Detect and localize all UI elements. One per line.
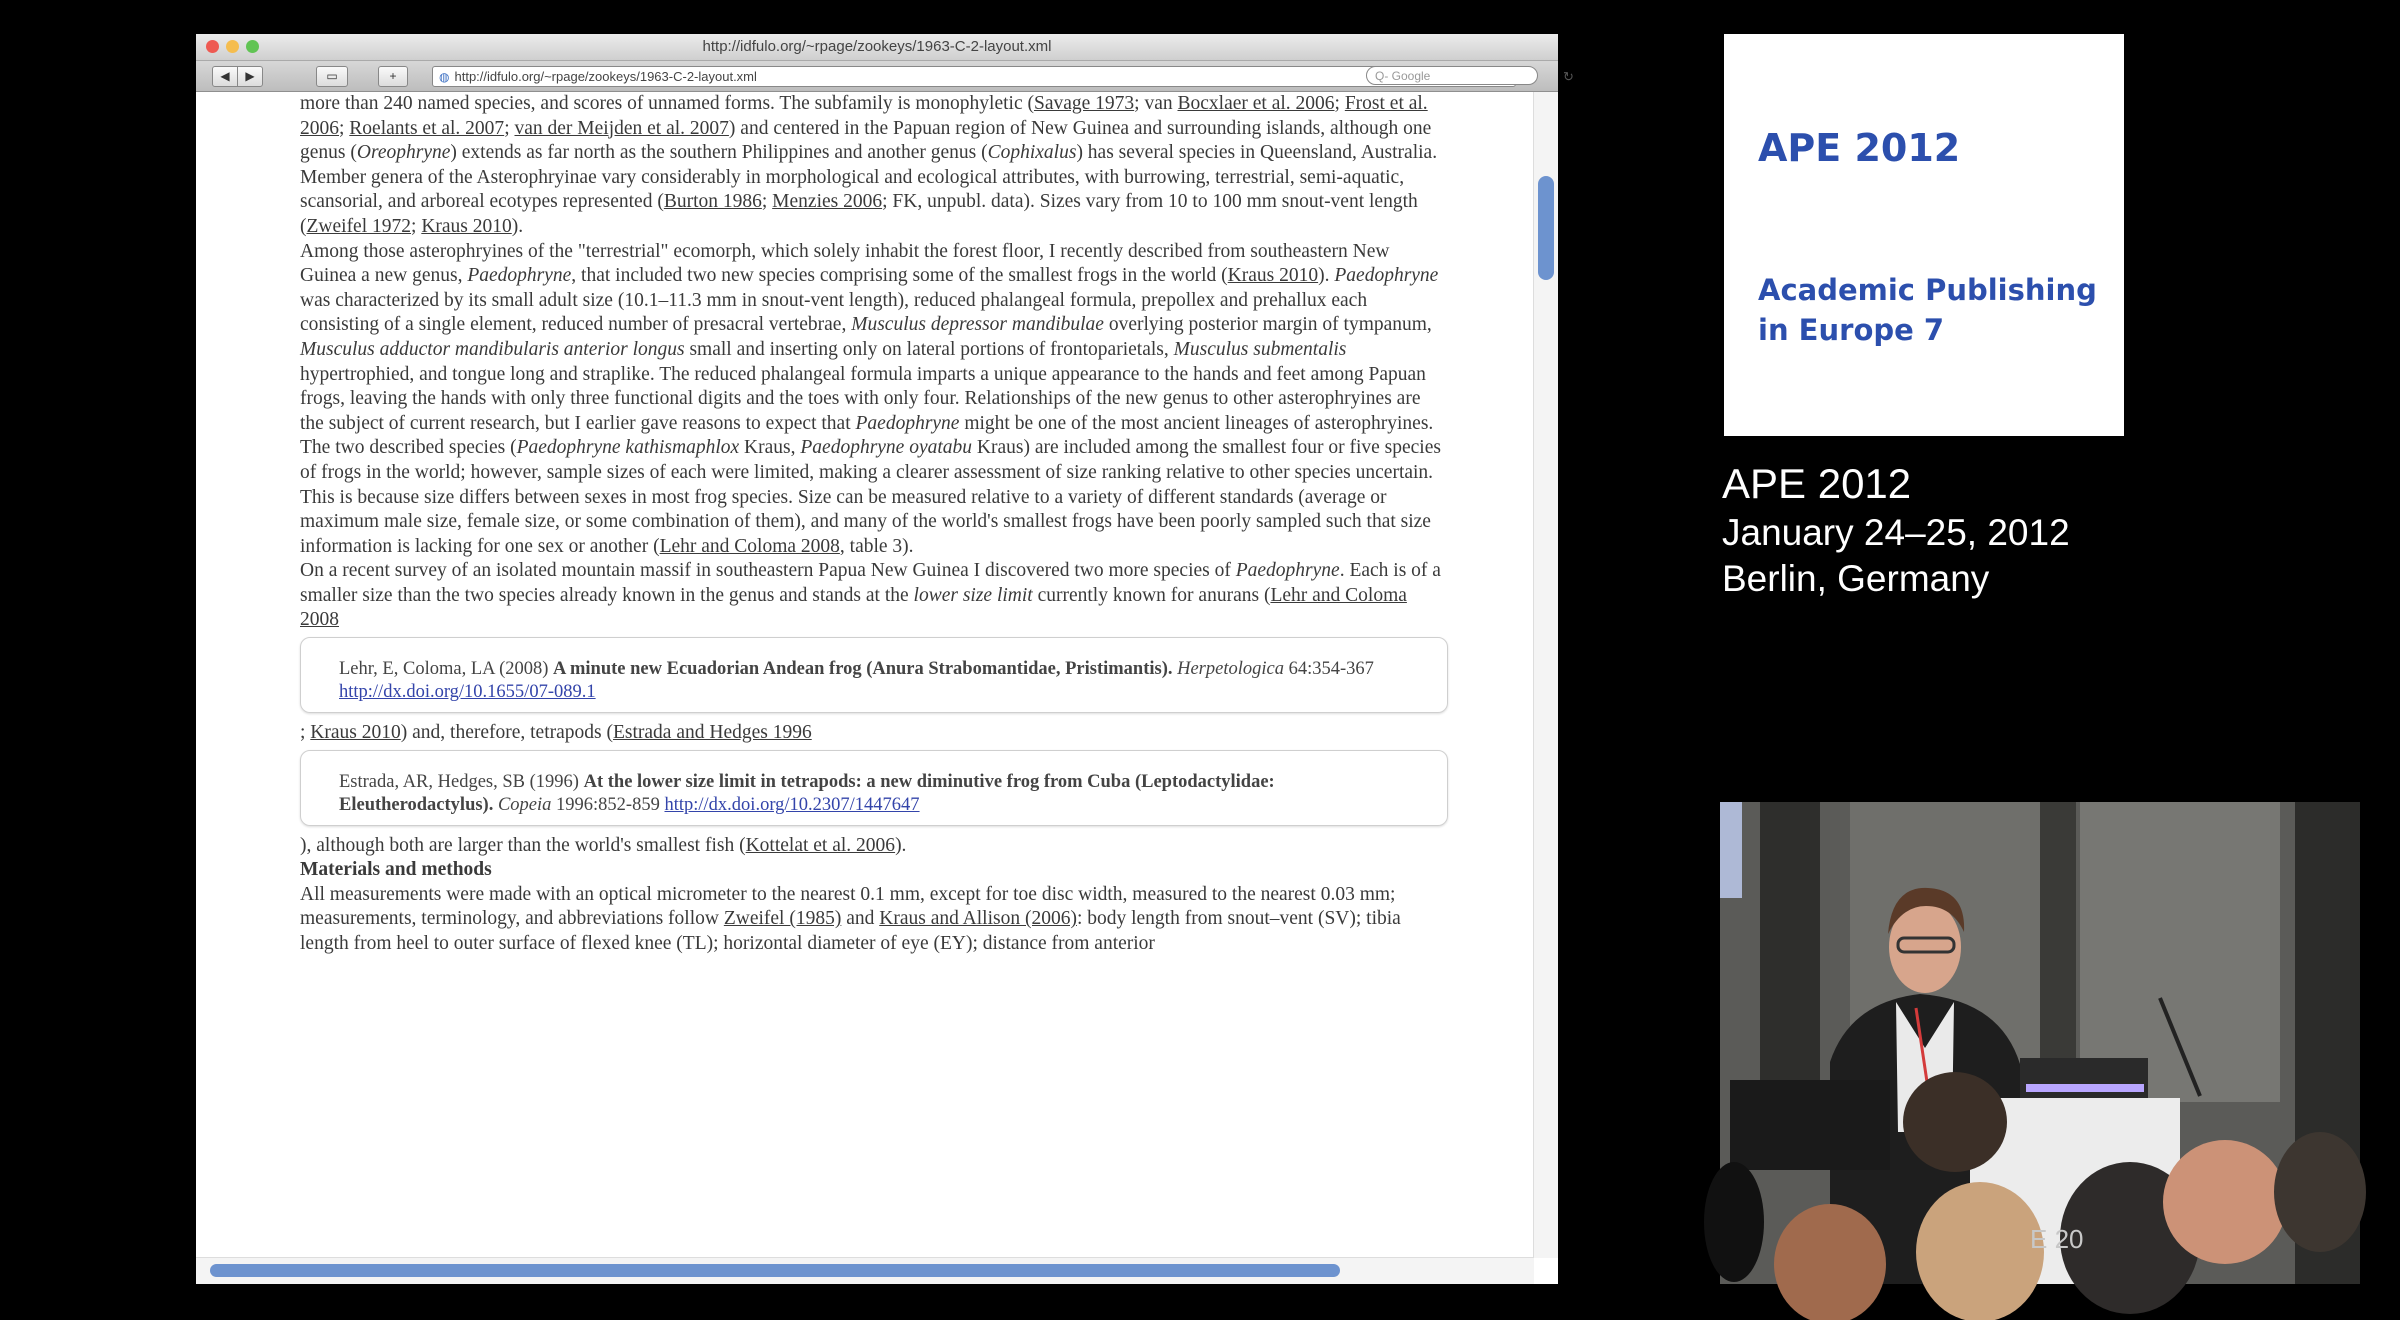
search-input[interactable]: Q- Google xyxy=(1366,66,1538,85)
section-heading: Materials and methods xyxy=(300,859,492,881)
citation-link[interactable]: Kraus 2010 xyxy=(1227,265,1319,287)
citation-link[interactable]: Zweifel 1972 xyxy=(306,215,412,237)
horizontal-scroll-thumb[interactable] xyxy=(210,1264,1340,1277)
citation-link[interactable]: van der Meijden et al. 2007 xyxy=(514,117,729,139)
paragraph: Among those asterophryines of the "terrestrial" ecomorph, which solely inhabit the forest floor, I recently described from southeastern New Guinea a new genus, Paedophryne, that included two new species comprising some of the smallest frogs in the world (Kraus 2010). Paedophryne was characterized by its small adult size (10.1–11.3 mm in snout-vent length), reduced phalangeal formula, prepollex and prehallux each consisting of a single element, reduced number of presacral vertebrae, Musculus depressor mandibulae overlying posterior margin of tympanum, Musculus adductor mandibularis anterior longus small and inserting only on lateral portions of frontoparietals, Musculus submentalis hypertrophied, and tongue long and straplike. The reduced phalangeal formula imparts a unique appearance to the hands and feet among Papuan frogs, leaving the hands with only three functional digits and the toes with only four. Relationships of the new genus to other asterophryines are the subject of current research, but I earlier gave reasons to expect that Paedophryne might be one of the most ancient lineages of asterophryines. The two described species (Paedophryne kathismaphlox Kraus, Paedophryne oyatabu Kraus) are included among the smallest four or five species of frogs in the world; however, sample sizes of each were limited, making a clearer assessment of size ranking relative to other species uncertain. This is because size differs between sexes in most frog species. Size can be measured relative to a variety of different standards (average or maximum male size, female size, or some combination of them), and many of the world's smallest frogs have been poorly sampled such that size information is lacking for one sex or another (Lehr and Coloma 2008, table 3). xyxy=(300,240,1441,557)
paragraph: All measurements were made with an optical micrometer to the nearest 0.1 mm, except for toe disc width, measured to the nearest 0.03 mm; measurements, terminology, and abbreviations follow Zweifel (1985) and Kraus and Allison (2006): body length from snout–vent (SV); tibia length from heel to outer surface of flexed knee (TL); horizontal diameter of eye (EY); distance from anterior xyxy=(300,883,1401,955)
event-name: APE 2012 xyxy=(1722,460,1912,507)
title-bar xyxy=(196,34,1558,61)
back-button[interactable]: ◀ xyxy=(212,66,238,87)
doi-link[interactable]: http://dx.doi.org/10.1655/07-089.1 xyxy=(339,682,596,703)
article-body xyxy=(300,92,1448,957)
doi-link[interactable]: http://dx.doi.org/10.2307/1447647 xyxy=(664,794,920,815)
reference-popup: Estrada, AR, Hedges, SB (1996) At the lower size limit in tetrapods: a new diminutive frog from Cuba (Leptodactylidae: Eleutherodactylus). Copeia 1996:852-859 http://dx.doi.org/10.2307/1447647 xyxy=(300,750,1448,826)
citation-link[interactable]: Burton 1986 xyxy=(663,191,762,213)
paragraph: On a recent survey of an isolated mountain massif in southeastern Papua New Guinea I discovered two more species of Paedophryne. Each is of a smaller size than the two species already known in the genus and stands at the lower size limit currently known for anurans (Lehr and Coloma 2008 xyxy=(300,560,1441,631)
citation-link[interactable]: Lehr and Coloma 2008 xyxy=(300,584,1407,631)
forward-button[interactable]: ▶ xyxy=(237,66,263,87)
browser-toolbar xyxy=(196,61,1574,92)
paragraph: ), although both are larger than the world's smallest fish (Kottelat et al. 2006). xyxy=(300,834,907,856)
citation-link[interactable]: Menzies 2006 xyxy=(772,191,883,213)
logo-subtitle xyxy=(1758,270,2097,350)
logo-subtitle-line: in Europe 7 xyxy=(1758,313,1945,347)
reload-icon[interactable]: ↻ xyxy=(1563,69,1574,84)
logo-subtitle-line: Academic Publishing xyxy=(1758,273,2097,307)
event-location: Berlin, Germany xyxy=(1722,558,1990,599)
vertical-scroll-thumb[interactable] xyxy=(1538,176,1554,280)
add-bookmark-button[interactable]: + xyxy=(378,66,408,87)
citation-link[interactable]: Kottelat et al. 2006 xyxy=(745,834,896,856)
logo-title: APE 2012 xyxy=(1758,126,1961,170)
citation-link[interactable]: Zweifel (1985) xyxy=(723,908,842,930)
citation-link[interactable]: Savage 1973 xyxy=(1033,93,1135,114)
citation-link[interactable]: Kraus 2010 xyxy=(310,722,401,744)
citation-link[interactable]: Bocxlaer et al. 2006 xyxy=(1177,93,1335,114)
globe-icon: ◍ xyxy=(439,70,450,84)
citation-link[interactable]: Kraus 2010 xyxy=(421,215,512,237)
url-text: http://idfulo.org/~rpage/zookeys/1963-C-2-layout.xml xyxy=(454,69,757,84)
reference-popup: Lehr, E, Coloma, LA (2008) A minute new Ecuadorian Andean frog (Anura Strabomantidae, Pristimantis). Herpetologica 64:354-367 http://dx.doi.org/10.1655/07-089.1 xyxy=(300,637,1448,713)
browser-window xyxy=(196,34,1574,1284)
reference-title: At the lower size limit in tetrapods: a new diminutive frog from Cuba (Leptodactylidae: Eleutherodactylus). xyxy=(339,771,1275,815)
reference-title: A minute new Ecuadorian Andean frog (Anura Strabomantidae, Pristimantis). xyxy=(553,659,1173,680)
paragraph: ; Kraus 2010) and, therefore, tetrapods (Estrada and Hedges 1996 xyxy=(300,722,812,744)
conference-logo-card xyxy=(1724,34,2124,436)
page-content xyxy=(196,92,1558,1258)
citation-link[interactable]: Lehr and Coloma 2008 xyxy=(659,535,840,557)
speaker-video-frame xyxy=(1720,802,2360,1284)
citation-link[interactable]: Kraus and Allison (2006) xyxy=(879,908,1077,930)
citation-link[interactable]: Frost et al. 2006 xyxy=(300,93,1428,139)
event-dates: January 24–25, 2012 xyxy=(1722,512,2070,553)
horizontal-scrollbar[interactable] xyxy=(196,1257,1534,1284)
window-title: http://idfulo.org/~rpage/zookeys/1963-C-2-layout.xml xyxy=(702,38,1052,55)
paragraph: more than 240 named species, and scores of unnamed forms. The subfamily is monophyletic (Savage 1973; van Bocxlaer et al. 2006; Frost et al. 2006; Roelants et al. 2007; van der Meijden et al. 2007) and centered in the Papuan region of New Guinea and surrounding islands, although one genus (Oreophryne) extends as far north as the southern Philippines and another genus (Cophixalus) has several species in Queensland, Australia. Member genera of the Asterophryinae vary considerably in morphological and ecological attributes, with burrowing, terrestrial, semi-aquatic, scansorial, and arboreal ecotypes represented (Burton 1986; Menzies 2006; FK, unpubl. data). Sizes vary from 10 to 100 mm snout-vent length (Zweifel 1972; Kraus 2010). xyxy=(300,93,1438,237)
projector-screen-text: E 20 xyxy=(2030,1224,2084,1254)
vertical-scrollbar[interactable] xyxy=(1533,92,1558,1258)
event-info xyxy=(1722,458,2070,602)
speaker-video xyxy=(1720,802,2360,1284)
citation-link[interactable]: Roelants et al. 2007 xyxy=(349,117,505,139)
address-bar[interactable] xyxy=(432,66,1574,87)
citation-link[interactable]: Estrada and Hedges 1996 xyxy=(612,722,812,744)
reader-button[interactable]: ▭ xyxy=(316,66,348,87)
